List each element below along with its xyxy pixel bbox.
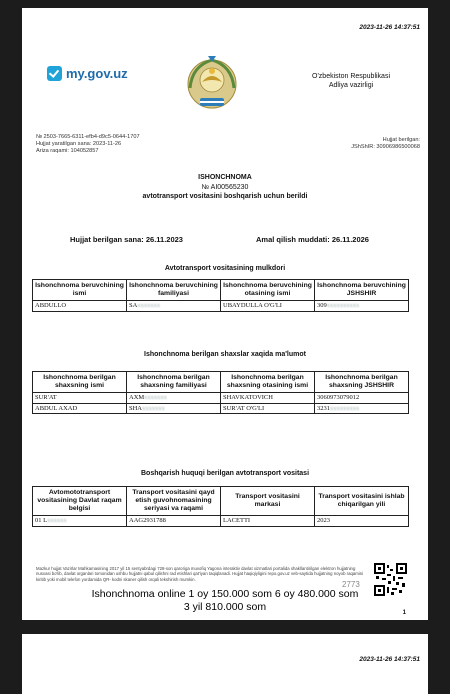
timestamp: 2023-11-26 14:37:51 xyxy=(359,24,420,31)
price-note: Ishonchnoma online 1 oy 150.000 som 6 oy 480.000 som 3 yil 810.000 som xyxy=(91,588,359,613)
person-jshshir: 3060973079012 xyxy=(315,393,409,404)
document-id: № 2503-7665-6311-efb4-d9c5-0644-1707 xyxy=(36,134,140,140)
document-meta xyxy=(36,134,140,156)
issuer-label: Hujjat berilgan: xyxy=(382,137,420,143)
person-first-name: ABDUL AXAD xyxy=(33,403,127,414)
mygov-logo xyxy=(47,66,128,81)
persons-header: Ishonchnoma berilgan shaxsning JSHSHIR xyxy=(315,372,409,393)
persons-header: Ishonchnoma berilgan shaxsning ismi xyxy=(33,372,127,393)
vehicle-header: Transport vositasini qayd etish guvohnomasining seriyasi va raqami xyxy=(127,487,221,516)
application-number: Ariza raqami: 104052857 xyxy=(36,148,99,155)
owner-header: Ishonchnoma beruvchining JSHSHIR xyxy=(315,280,409,301)
person-patronymic: SUR'AT O'G'LI xyxy=(221,403,315,414)
issuer-meta xyxy=(351,137,420,151)
title-number: № AI00565230 xyxy=(201,183,249,191)
check-icon xyxy=(47,66,62,81)
vehicle-section-title: Boshqarish huquqi berilgan avtotransport vositasi xyxy=(140,470,310,477)
title-subtitle: avtotransport vositasini boshqarish uchun berildi xyxy=(142,193,308,200)
owner-patronymic: UBAYDULLA O'G'LI xyxy=(221,301,315,312)
owner-header: Ishonchnoma beruvchining otasining ismi xyxy=(221,280,315,301)
title-main: ISHONCHNOMA xyxy=(198,174,252,181)
person-last-name: AXMxxxxxxx xyxy=(127,393,221,404)
persons-header: Ishonchnoma berilgan shaxsning otasining ismi xyxy=(221,372,315,393)
vehicle-model: LACETTI xyxy=(221,516,315,527)
vehicle-header: Avtomototransport vositasining Davlat raqam belgisi xyxy=(33,487,127,516)
logo-text: my.gov.uz xyxy=(66,66,128,81)
valid-until: Amal qilish muddati: 26.11.2026 xyxy=(256,235,369,244)
page-number: 1 xyxy=(402,610,406,616)
owner-jshshir: 309xxxxxxxxxx xyxy=(315,301,409,312)
persons-section-title: Ishonchnoma berilgan shaxslar xaqida ma'lumot xyxy=(144,351,306,358)
document-page xyxy=(22,8,428,620)
legal-footnote: Mazkur hujjat Vazirlar Mahkamasining 2017 yil 15 sentyabrdagi 728-son qaroriga muvofiq Yagona interaktiv davlat xizmatlari portalida shakllantirilgan elektron hujjatning nusxasi bo'lib, davlat organlari tomonidan ushbu hujjatni qabul qilishni rad etishlari qat'iyan taqiqlanadi. Hujjat haqiqiyligini repo.gov.uz veb-saytida hujjatning noyob raqamini kiritib yoki mobil telefon yordamida QR- kodni skaner qilish orqali tekshirish mumkin. xyxy=(36,566,364,582)
person-jshshir: 3231xxxxxxxxx xyxy=(315,403,409,414)
table-row xyxy=(33,393,409,404)
document-page-2 xyxy=(22,634,428,694)
table-row xyxy=(33,516,409,527)
document-title xyxy=(22,173,428,202)
created-date: Hujjat yaratilgan sana: 2023-11-26 xyxy=(36,141,122,148)
issued-date: Hujjat berilgan sana: 26.11.2023 xyxy=(70,235,183,244)
owner-header: Ishonchnoma beruvchining ismi xyxy=(33,280,127,301)
person-first-name: SUR'AT xyxy=(33,393,127,404)
person-patronymic: SHAVKATOVICH xyxy=(221,393,315,404)
table-row xyxy=(33,301,409,312)
persons-header: Ishonchnoma berilgan shaxsning familiyasi xyxy=(127,372,221,393)
ministry-name: O'zbekiston Respublikasi Adliya vazirligi xyxy=(312,73,390,89)
vehicle-header: Transport vositasini markasi xyxy=(221,487,315,516)
vehicle-table xyxy=(32,486,409,527)
persons-table xyxy=(32,371,409,414)
issuer-jshshir: JShShIR: 30906986500068 xyxy=(351,144,420,151)
state-emblem-icon xyxy=(186,54,238,112)
owner-header: Ishonchnoma beruvchining familiyasi xyxy=(127,280,221,301)
qr-caption: 2773 xyxy=(342,580,360,589)
vehicle-header: Transport vositasini ishlab chiqarilgan yili xyxy=(315,487,409,516)
owner-section-title: Avtotransport vositasining mulkdori xyxy=(164,265,286,272)
vehicle-plate: 01 Lxxxxxx xyxy=(33,516,127,527)
owner-table xyxy=(32,279,409,312)
owner-last-name: SAxxxxxxx xyxy=(127,301,221,312)
table-row xyxy=(33,403,409,414)
vehicle-certificate: AAG2931788 xyxy=(127,516,221,527)
timestamp: 2023-11-26 14:37:51 xyxy=(359,656,420,663)
person-last-name: SHAxxxxxxx xyxy=(127,403,221,414)
vehicle-year: 2023 xyxy=(315,516,409,527)
owner-first-name: ABDULLO xyxy=(33,301,127,312)
